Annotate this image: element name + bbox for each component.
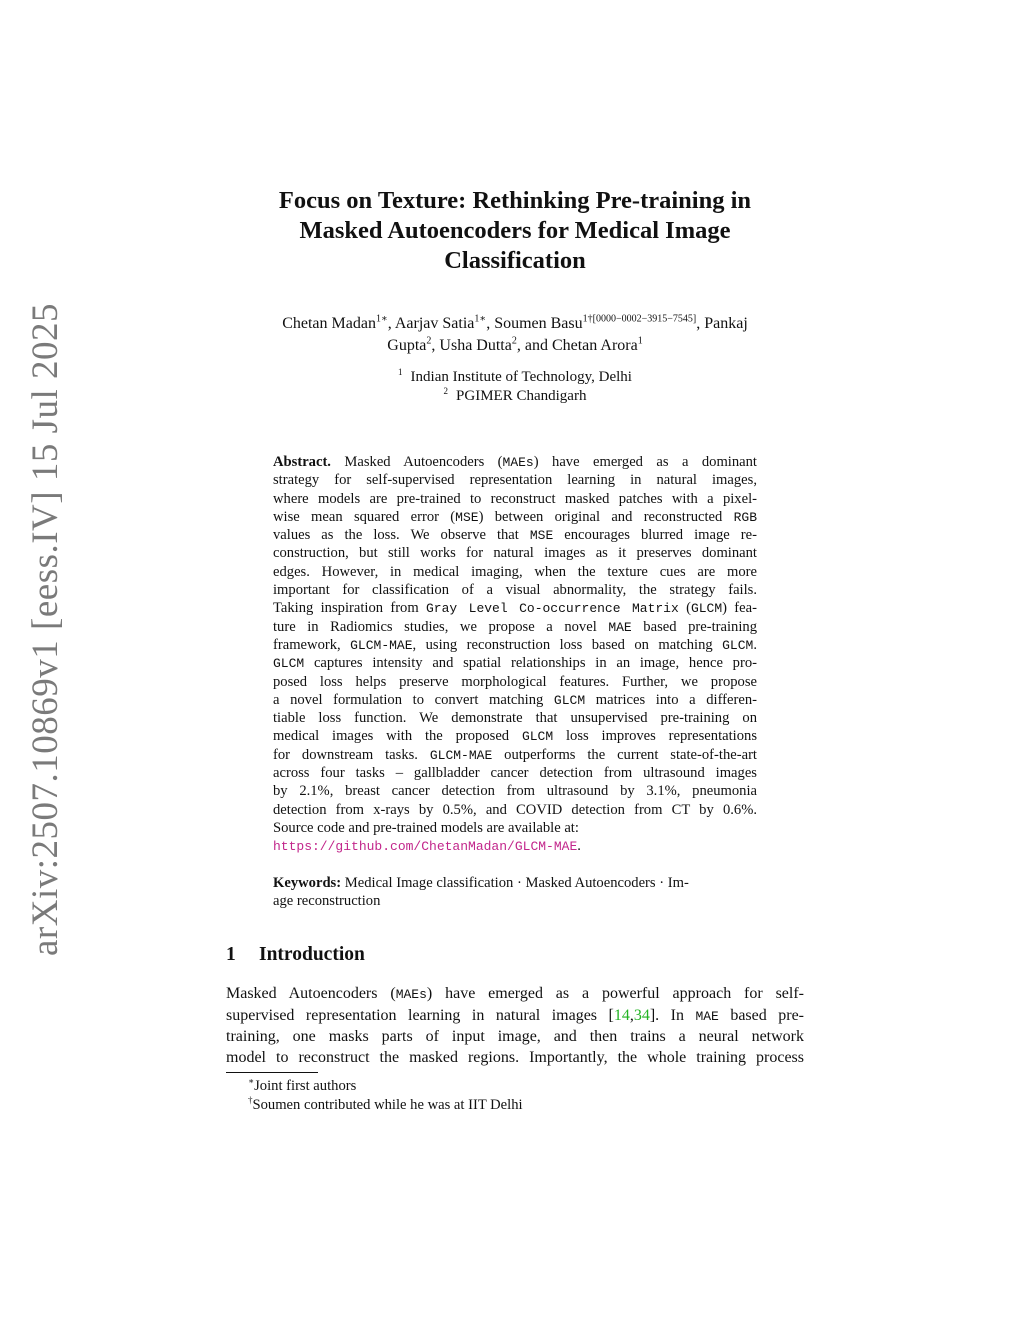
abstract-line: Source code and pre-trained models are available at:	[273, 819, 579, 836]
body-line: model to reconstruct the masked regions. Importantly, the whole training process	[226, 1048, 804, 1066]
author-marker: 1∗	[474, 313, 487, 325]
abstract-line	[273, 691, 757, 709]
footnote-marker: ∗	[248, 1076, 255, 1087]
body-code: MAEs	[395, 987, 427, 1002]
abstract-code: Gray Level Co-occurrence Matrix	[426, 601, 679, 617]
affiliation-marker: 1	[398, 367, 403, 377]
footnotes	[248, 1077, 808, 1114]
body-text: Masked Autoencoders (	[226, 985, 396, 1002]
title-line: Classification	[444, 247, 586, 274]
abstract-line: posed loss helps preserve morphological features. Further, we propose	[273, 673, 757, 690]
keywords-line: age reconstruction	[273, 893, 381, 910]
abstract-code: GLCM-MAE	[429, 747, 493, 763]
author-name: Gupta	[387, 337, 427, 354]
abstract-line: where models are pre-trained to reconstruct masked patches with a pixel-	[273, 490, 757, 507]
abstract-text: Masked Autoencoders (	[330, 454, 503, 470]
author-name: , and Chetan Arora	[516, 337, 638, 354]
abstract-text: matrices into a differen-	[585, 691, 757, 708]
footnote-marker: †	[248, 1094, 253, 1105]
abstract-text: loss improves representations	[553, 728, 757, 745]
affiliation-name: Indian Institute of Technology, Delhi	[410, 369, 632, 385]
abstract-text: encourages blurred image re-	[553, 527, 757, 544]
abstract-line: detection from x-rays by 0.5%, and COVID detection from CT by 0.6%.	[273, 801, 757, 818]
abstract-text: (	[678, 600, 691, 617]
abstract-line	[273, 636, 757, 654]
section-number: 1	[226, 944, 236, 965]
body-text: ]. In	[649, 1006, 696, 1024]
affiliation-marker: 2	[443, 386, 449, 396]
author-line	[200, 335, 830, 357]
abstract-line: tiable loss function. We demonstrate that unsupervised pre-training on	[273, 710, 757, 727]
footnote-rule	[226, 1072, 318, 1073]
author-name: , Soumen Basu	[486, 315, 583, 332]
abstract-code: GLCM	[273, 656, 305, 672]
abstract-text: a novel formulation to convert matching	[273, 691, 554, 708]
abstract-code: MAEs	[502, 455, 534, 470]
abstract	[273, 453, 757, 856]
body-line	[226, 1006, 804, 1028]
author-marker: 2	[426, 335, 432, 347]
author-marker: 1	[637, 335, 643, 347]
footnote-item	[248, 1077, 808, 1096]
abstract-text: , using reconstruction loss based on matching	[412, 636, 723, 653]
abstract-text: based pre-training	[631, 618, 757, 635]
body-text: ) have emerged as a powerful approach for self-	[426, 985, 804, 1002]
footnote-text: Soumen contributed while he was at IIT Delhi	[252, 1096, 523, 1113]
body-text: supervised representation learning in natural images [	[226, 1006, 614, 1024]
affiliations	[200, 368, 830, 406]
abstract-text: ) fea-	[722, 600, 757, 617]
body-text: ,	[629, 1006, 634, 1024]
abstract-code: GLCM	[722, 637, 754, 653]
title-line: Focus on Texture: Rethinking Pre-training in	[278, 187, 752, 214]
abstract-text: .	[577, 838, 581, 855]
abstract-text: for downstream tasks.	[273, 746, 430, 763]
section-heading	[226, 942, 826, 968]
affiliation-item	[200, 387, 830, 406]
abstract-line: across four tasks – gallbladder cancer detection from ultrasound images	[273, 765, 757, 782]
affiliation-item	[200, 368, 830, 387]
abstract-line	[273, 618, 757, 636]
abstract-label: Abstract.	[273, 454, 331, 470]
abstract-text: ) have emerged as a dominant	[533, 454, 757, 470]
abstract-line: strategy for self-supervised representation learning in natural images,	[273, 472, 757, 489]
abstract-code: MSE	[529, 528, 554, 544]
affiliation-name: PGIMER Chandigarh	[456, 388, 587, 404]
abstract-code: GLCM-MAE	[350, 637, 413, 653]
footnote-item	[248, 1096, 808, 1115]
footnote-text: Joint first authors	[254, 1078, 357, 1094]
author-list	[200, 313, 830, 357]
author-orcid: 1†[0000−0002−3915−7545]	[582, 313, 697, 325]
abstract-text: outperforms the current state-of-the-art	[492, 746, 757, 763]
github-link[interactable]: https://github.com/ChetanMadan/GLCM-MAE	[273, 839, 578, 855]
abstract-line: important for classification of a visual abnormality, the strategy fails.	[273, 582, 757, 599]
abstract-line	[273, 654, 757, 672]
abstract-line	[273, 453, 757, 471]
author-marker: 2	[511, 335, 517, 347]
abstract-line	[273, 508, 757, 526]
abstract-text: .	[753, 636, 757, 653]
author-line	[200, 313, 830, 335]
author-marker: 1∗	[375, 313, 388, 325]
keywords	[273, 874, 757, 911]
abstract-text: wise mean squared error (	[273, 508, 456, 525]
body-text: based pre-	[718, 1006, 804, 1024]
abstract-line	[273, 599, 757, 617]
author-name: , Usha Dutta	[431, 337, 512, 354]
body-line	[226, 984, 804, 1006]
abstract-code: RGB	[733, 509, 758, 525]
body-line: training, one masks parts of input image, and then trains a neural network	[226, 1028, 804, 1045]
abstract-text: framework,	[273, 636, 351, 653]
body-code: MAE	[695, 1008, 719, 1024]
keywords-line	[273, 874, 757, 892]
keywords-label: Keywords:	[273, 875, 342, 891]
abstract-line	[273, 526, 757, 544]
intro-paragraph	[226, 984, 804, 1068]
abstract-line	[273, 837, 757, 855]
keywords-text: Medical Image classification · Masked Autoencoders · Im-	[341, 875, 689, 891]
abstract-text: medical images with the proposed	[273, 728, 522, 745]
abstract-code: GLCM	[690, 601, 723, 617]
citation-link[interactable]: 34	[633, 1006, 650, 1024]
abstract-line	[273, 746, 757, 764]
abstract-text: ) between original and reconstructed	[478, 508, 734, 525]
abstract-text: ture in Radiomics studies, we propose a novel	[273, 618, 609, 635]
citation-link[interactable]: 14	[613, 1006, 630, 1024]
author-name: , Pankaj	[696, 315, 748, 332]
abstract-text: values as the loss. We observe that	[273, 527, 530, 544]
section-title: Introduction	[259, 944, 365, 965]
abstract-line	[273, 727, 757, 745]
abstract-line: by 2.1%, breast cancer detection from ultrasound by 3.1%, pneumonia	[273, 783, 757, 800]
author-name: , Aarjav Satia	[387, 315, 475, 332]
abstract-line: construction, but still works for natural images as it preserves dominant	[273, 545, 757, 562]
abstract-code: GLCM	[553, 692, 586, 708]
arxiv-identifier: arXiv:2507.10869v1 [eess.IV] 15 Jul 2025	[25, 302, 66, 956]
abstract-text: Taking inspiration from	[273, 600, 426, 617]
abstract-text: captures intensity and spatial relationships in an image, hence pro-	[304, 655, 757, 672]
author-name: Chetan Madan	[282, 315, 376, 332]
paper-title	[200, 186, 830, 276]
abstract-code: GLCM	[521, 729, 554, 745]
abstract-line: edges. However, in medical imaging, when the texture cues are more	[273, 563, 757, 580]
title-line: Masked Autoencoders for Medical Image	[299, 217, 731, 244]
abstract-code: MAE	[608, 619, 632, 635]
abstract-code: MSE	[455, 509, 479, 525]
